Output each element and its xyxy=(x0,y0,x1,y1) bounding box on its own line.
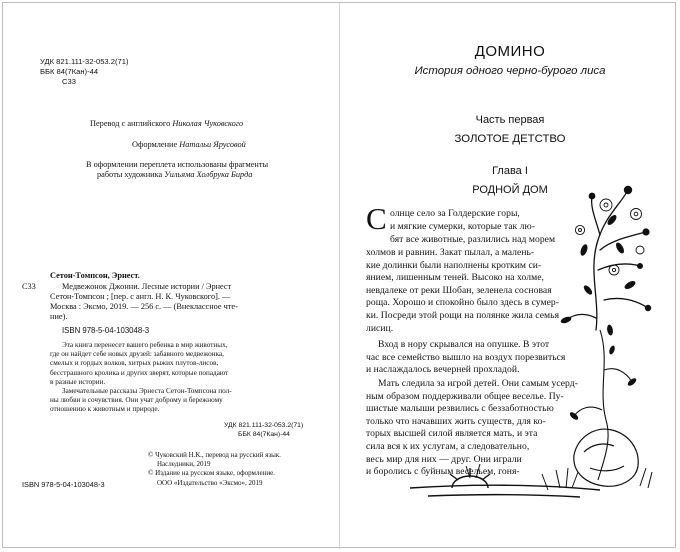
isbn-bottom: ISBN 978-5-04-103048-3 xyxy=(22,480,105,489)
udk-bottom: УДК 821.111-32-053.2(71) xyxy=(224,422,304,429)
text-line: холмов и равнин. Закат пылал, а малень- xyxy=(366,247,535,258)
catalog-line-2: Сетон-Томпсон ; [пер. с англ. Н. К. Чуковского]. — xyxy=(50,292,231,301)
catalog-line-3: Москва : Эксмо, 2019. — 256 с. — (Внеклассное чте- xyxy=(50,302,238,311)
part-title: ЗОЛОТОЕ ДЕТСТВО xyxy=(454,133,566,145)
copyright-line: ООО «Издательство «Эксмо», 2019 xyxy=(157,478,263,487)
drop-cap: С xyxy=(366,201,387,236)
annotation-line: в разные истории. xyxy=(50,377,106,386)
text-line: Вход в нору скрывался на опушке. В этот xyxy=(378,339,550,350)
text-line: шистые малыши резвились с беззаботностью xyxy=(366,403,554,415)
copyright-line: © Чуковский Н.К., перевод на русский язык. xyxy=(148,451,281,459)
catalog-mark: С33 xyxy=(22,282,36,291)
rock-illustration xyxy=(574,429,638,486)
sunset-illustration xyxy=(410,468,600,497)
text-line: роща. Хорошо и спокойно было здесь в сумер- xyxy=(366,297,560,309)
first-line-3: бят все животные, разлились над морем xyxy=(390,234,556,245)
copyright-line: © Издание на русском языке, оформление. xyxy=(148,469,275,478)
catalog-line-4: ние). xyxy=(50,312,68,321)
annotation-line: ны любви и сочувствия. Они учат доброму и бережному xyxy=(50,396,223,405)
author-mark: С33 xyxy=(62,77,76,86)
udk-code: УДК 821.111-32-053.2(71) xyxy=(40,57,129,66)
copyright-line: Наследники, 2019 xyxy=(157,460,211,469)
translation-credit: Перевод с английского Николая Чуковского xyxy=(90,119,244,128)
catalog-author: Сетон-Томпсон, Эрнест. xyxy=(50,271,140,280)
part-label: Часть первая xyxy=(475,114,545,126)
bbk-bottom: ББК 84(7Кан)-44 xyxy=(238,431,290,438)
annotation-line: смелых и гордых волков, хитрых рыжих плутов-лисов, xyxy=(50,359,219,368)
first-line-1: олнце село за Голдерские горы, xyxy=(390,208,520,219)
annotation-line: Замечательные рассказы Эрнеста Сетон-Томпсона пол- xyxy=(62,387,232,396)
design-credit: Оформление Натальи Ярусовой xyxy=(132,140,246,149)
book-title: ДОМИНО xyxy=(474,43,546,60)
text-line: сила вся к их услугам, а следовательно, xyxy=(366,440,530,452)
text-line: лисиц. xyxy=(366,322,394,334)
chapter-title: РОДНОЙ ДОМ xyxy=(472,184,548,196)
text-line: ным образом поддерживали общее веселье. Пу- xyxy=(366,390,564,402)
first-line-2: и мягкие сумерки, которые так лю- xyxy=(390,221,535,232)
text-line: янием, лишенным теней. Высоко на холме, xyxy=(366,272,544,284)
annotation-line: отношению к животным и природе. xyxy=(50,405,160,414)
chapter-label: Глава I xyxy=(492,165,528,177)
annotation-line: Эта книга перенесет вашего ребенка в мир животных, xyxy=(62,341,228,349)
text-line: весь мир для них — друг. Они играли xyxy=(366,453,522,465)
text-line: час все семейство вышло на воздух порезвиться xyxy=(366,351,566,363)
text-line: и боролись с буйным весельем, гоня- xyxy=(366,466,520,478)
bbk-code: ББК 84(7Кан)-44 xyxy=(40,67,99,76)
text-line: кие долинки были наполнены кротким си- xyxy=(366,259,542,271)
text-line: только что начавших жить существ, для ко- xyxy=(366,415,546,427)
text-line: торых высшей силой является мать, и эта xyxy=(366,428,538,440)
catalog-isbn: ISBN 978-5-04-103048-3 xyxy=(62,326,150,335)
text-line: невдалеке от реки Шобан, зеленела сосновая xyxy=(366,284,552,296)
text-line: и наслаждалось вечерней прохладой. xyxy=(366,364,520,376)
annotation-line: где он найдет себе новых друзей: забавного медвежонка, xyxy=(50,350,224,359)
cover-credit-line-1: В оформлении переплета использованы фрагменты xyxy=(86,160,269,169)
cover-credit-line-2: работы художника Уильяма Холбрука Бирда xyxy=(97,170,253,179)
text-line: Мать следила за игрой детей. Они самым усерд- xyxy=(378,378,578,389)
book-subtitle: История одного черно-бурого лиса xyxy=(414,65,606,77)
text-line: ки. Посреди этой рощи на полянке жила семья xyxy=(366,309,560,321)
annotation-line: бесстрашного кролика и других зверят, которые попадают xyxy=(50,368,229,377)
catalog-line-1: Медвежонок Джонни. Лесные истории / Эрнест xyxy=(62,282,232,291)
